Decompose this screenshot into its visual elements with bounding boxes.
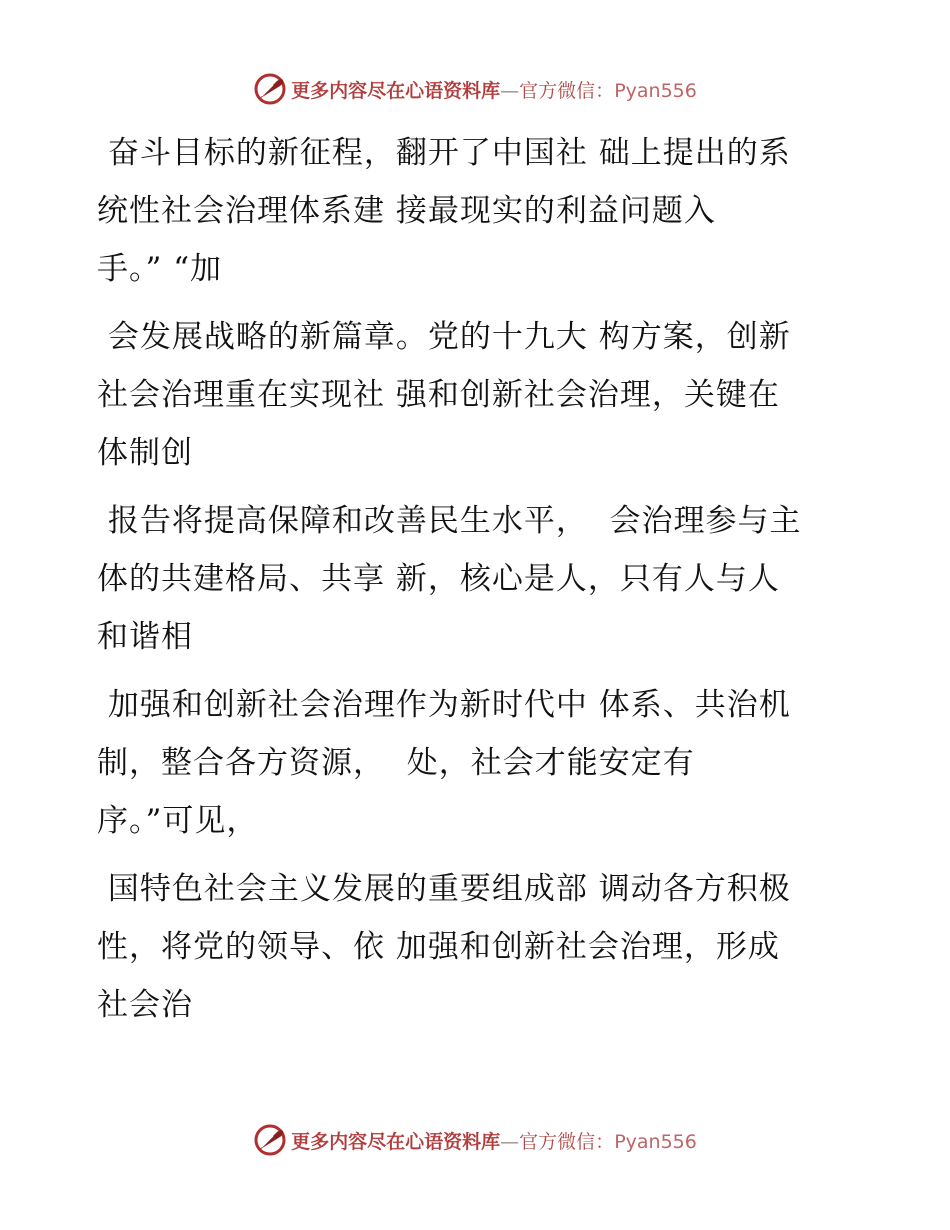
banner-wechat-label: 官方微信： xyxy=(519,79,615,102)
paragraph xyxy=(97,308,857,482)
text-line: 统性社会治理体系建 接最现实的利益问题入 xyxy=(97,193,716,229)
text-line: 和谐相 xyxy=(97,619,193,655)
paragraph xyxy=(97,860,857,1034)
banner-wechat-id: Pyan556 xyxy=(614,79,697,102)
paragraph xyxy=(97,124,857,298)
banner-wechat-label: 官方微信： xyxy=(519,1130,615,1153)
banner-wechat-id: Pyan556 xyxy=(614,1130,697,1153)
banner-text xyxy=(291,76,697,103)
footer-banner xyxy=(0,1122,950,1158)
text-line: 奋斗目标的新征程，翻开了中国社 础上提出的系 xyxy=(97,135,791,171)
banner-separator: — xyxy=(500,1130,520,1153)
text-line: 社会治 xyxy=(97,987,193,1023)
text-line: 报告将提高保障和改善民生水平， 会治理参与主 xyxy=(97,503,802,539)
text-line: 制，整合各方资源， 处，社会才能安定有 xyxy=(97,745,695,781)
banner-separator: — xyxy=(500,79,520,102)
text-line: 性，将党的领导、依 加强和创新社会治理，形成 xyxy=(97,929,780,965)
text-line: 社会治理重在实现社 强和创新社会治理，关键在 xyxy=(97,377,780,413)
header-banner xyxy=(0,71,950,107)
document-body xyxy=(97,124,857,1044)
text-line: 体的共建格局、共享 新，核心是人，只有人与人 xyxy=(97,561,780,597)
banner-main-text: 更多内容尽在心语资料库 xyxy=(291,79,501,102)
text-line: 手。” “加 xyxy=(97,251,223,287)
text-line: 加强和创新社会治理作为新时代中 体系、共治机 xyxy=(97,687,791,723)
text-line: 会发展战略的新篇章。党的十九大 构方案，创新 xyxy=(97,319,791,355)
paragraph xyxy=(97,676,857,850)
banner-text xyxy=(291,1127,697,1154)
quill-logo-icon xyxy=(253,1123,287,1157)
banner-main-text: 更多内容尽在心语资料库 xyxy=(291,1130,501,1153)
text-line: 序。”可见， xyxy=(97,803,259,839)
quill-logo-icon xyxy=(253,72,287,106)
text-line: 体制创 xyxy=(97,435,193,471)
paragraph xyxy=(97,492,857,666)
text-line: 国特色社会主义发展的重要组成部 调动各方积极 xyxy=(97,871,791,907)
